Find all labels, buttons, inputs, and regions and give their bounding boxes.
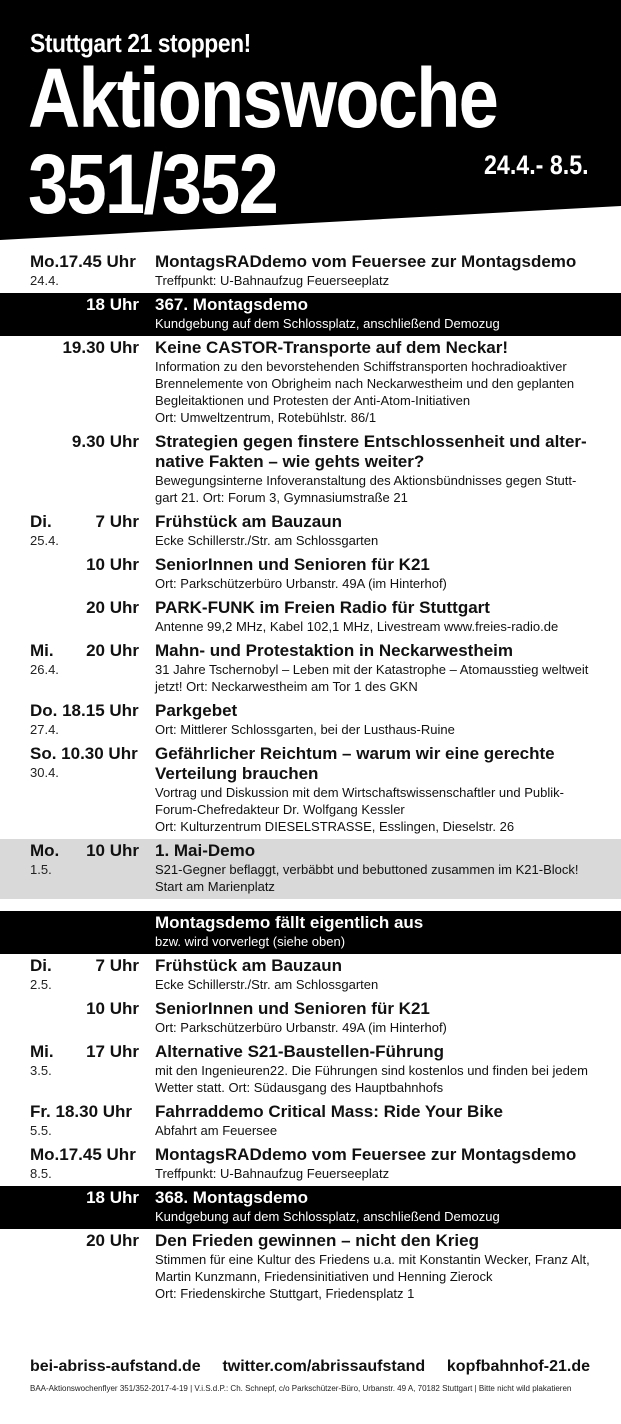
event-description-line: 31 Jahre Tschernobyl – Leben mit der Katastrophe – Atomausstieg weltweit <box>155 662 589 677</box>
event-description-line: mit den Ingenieuren22. Die Führungen sind kostenlos und finden bei jedem <box>155 1063 588 1078</box>
event-title: Gefährlicher Reichtum – warum wir eine gerechte <box>155 744 555 763</box>
event-description <box>155 532 605 549</box>
event-description-line: Ort: Friedenskirche Stuttgart, Friedensplatz 1 <box>155 1286 415 1301</box>
event-description-line: jetzt! Ort: Neckarwestheim am Tor 1 des GKN <box>155 679 418 694</box>
event-day: Mo.17.45 Uhr <box>30 1145 136 1164</box>
event-weekday-block <box>30 701 150 739</box>
footer-link-kopfbahnhof[interactable]: kopfbahnhof-21.de <box>446 1358 590 1375</box>
event-date: 1.5. <box>30 862 52 877</box>
event-description-line: Abfahrt am Feuersee <box>155 1123 278 1138</box>
event-description-line: bzw. wird vorverlegt (siehe oben) <box>155 934 346 949</box>
header-dates: 24.4.- 8.5. <box>484 150 589 180</box>
event-content <box>155 295 605 332</box>
event-time: 7 Uhr <box>95 512 139 531</box>
event-content <box>155 1231 605 1302</box>
event-title: 368. Montagsdemo <box>155 1188 309 1207</box>
event-description-line: Ort: Parkschützerbüro Urbanstr. 49A (im Hinterhof) <box>155 1020 447 1035</box>
event-date: 27.4. <box>30 722 59 737</box>
event-day: Do. 18.15 Uhr <box>30 701 139 720</box>
event-content <box>155 338 605 426</box>
event-title: MontagsRADdemo vom Feuersee zur Montagsdemo <box>155 252 577 271</box>
event-content <box>155 1042 605 1096</box>
event-description <box>155 1122 605 1139</box>
event-description <box>155 721 605 738</box>
event-description <box>155 472 605 506</box>
event-content <box>155 1102 605 1139</box>
event-description-line: Antenne 99,2 MHz, Kabel 102,1 MHz, Livestream www.freies-radio.de <box>155 619 559 634</box>
footer-links <box>30 1358 590 1376</box>
event-title: Keine CASTOR-Transporte auf dem Neckar! <box>155 338 508 357</box>
event-content <box>155 744 605 835</box>
event-date: 2.5. <box>30 977 52 992</box>
event-date: 5.5. <box>30 1123 52 1138</box>
event-description-line: Information zu den bevorstehenden Schiffstransporten hochradioaktiver <box>155 359 567 374</box>
event-description-line: Ort: Parkschützerbüro Urbanstr. 49A (im Hinterhof) <box>155 576 447 591</box>
header-number: 351/352 <box>28 137 278 231</box>
event-description-line: Ort: Umweltzentrum, Rotebühlstr. 86/1 <box>155 410 377 425</box>
event-title: 367. Montagsdemo <box>155 295 309 314</box>
event-content <box>155 913 605 950</box>
event-time: 20 Uhr <box>86 1231 139 1250</box>
event-row <box>0 336 621 430</box>
event-title: Den Frieden gewinnen – nicht den Krieg <box>155 1231 479 1250</box>
event-date: 25.4. <box>30 533 59 548</box>
event-row <box>0 596 621 639</box>
event-description-line: Start am Marienplatz <box>155 879 275 894</box>
event-row <box>0 839 621 899</box>
event-date: 30.4. <box>30 765 59 780</box>
event-row <box>0 954 621 997</box>
event-row <box>0 1229 621 1306</box>
event-description-line: S21-Gegner beflaggt, verbäbbt und bebuttoned zusammen im K21-Block! <box>155 862 579 877</box>
event-day: Mi. <box>30 641 54 660</box>
event-description-line: Ecke Schillerstr./Str. am Schlossgarten <box>155 533 379 548</box>
event-description-line: Treffpunkt: U-Bahnaufzug Feuerseeplatz <box>155 1166 390 1181</box>
header-banner <box>0 0 621 240</box>
event-content <box>155 598 605 635</box>
event-description <box>155 315 605 332</box>
event-description <box>155 976 605 993</box>
event-description-line: Wetter statt. Ort: Südausgang des Hauptbahnhofs <box>155 1080 444 1095</box>
event-description-line: gart 21. Ort: Forum 3, Gymnasiumstraße 21 <box>155 490 408 505</box>
event-row <box>0 510 621 553</box>
event-date: 8.5. <box>30 1166 52 1181</box>
event-description <box>155 1062 605 1096</box>
event-row <box>0 293 621 336</box>
event-description-line: Ort: Mittlerer Schlossgarten, bei der Lusthaus-Ruine <box>155 722 455 737</box>
footer-imprint: BAA-Aktionswochenflyer 351/352-2017-4-19 | V.i.S.d.P.: Ch. Schnepf, c/o Parkschützer-Büro, Urbanstr. 49 A, 70182 Stuttgart | Bitte nicht wild plakatieren <box>30 1384 572 1393</box>
event-row <box>0 250 621 293</box>
event-description <box>155 575 605 592</box>
event-title: Montagsdemo fällt eigentlich aus <box>155 913 424 932</box>
event-row <box>0 742 621 839</box>
event-row <box>0 1040 621 1100</box>
event-description <box>155 272 605 289</box>
event-content <box>155 641 605 695</box>
event-description-line: Vortrag und Diskussion mit dem Wirtschaftswissenschaftler und Publik- <box>155 785 564 800</box>
event-title: SeniorInnen und Senioren für K21 <box>155 555 430 574</box>
event-time: 18 Uhr <box>86 1188 139 1207</box>
event-row <box>0 997 621 1040</box>
event-title: Strategien gegen finstere Entschlossenheit und alter- <box>155 432 587 451</box>
event-description-line: Kundgebung auf dem Schlossplatz, anschließend Demozug <box>155 316 500 331</box>
event-content <box>155 999 605 1036</box>
event-time: 9.30 Uhr <box>71 432 139 451</box>
event-row <box>0 430 621 510</box>
event-time: 18 Uhr <box>86 295 139 314</box>
event-title: Verteilung brauchen <box>155 764 319 783</box>
event-description-line: Martin Kunzmann, Friedensinitiativen und Henning Zierock <box>155 1269 493 1284</box>
event-time: 10 Uhr <box>86 555 139 574</box>
event-description-line: Ecke Schillerstr./Str. am Schlossgarten <box>155 977 379 992</box>
event-program <box>0 250 621 1306</box>
event-row <box>0 553 621 596</box>
event-content <box>155 512 605 549</box>
footer-link-website[interactable]: bei-abriss-aufstand.de <box>30 1358 201 1375</box>
event-weekday-block <box>30 1102 150 1140</box>
event-weekday-block <box>30 1145 150 1183</box>
event-description-line: Forum-Chefredakteur Dr. Wolfgang Kessler <box>155 802 405 817</box>
event-title: Alternative S21-Baustellen-Führung <box>155 1042 445 1061</box>
event-date: 3.5. <box>30 1063 52 1078</box>
event-title: SeniorInnen und Senioren für K21 <box>155 999 430 1018</box>
header-subtitle: Stuttgart 21 stoppen! <box>30 28 251 58</box>
event-content <box>155 1188 605 1225</box>
event-description <box>155 358 605 426</box>
event-day: Fr. 18.30 Uhr <box>30 1102 133 1121</box>
event-weekday-block <box>30 252 150 290</box>
event-title: 1. Mai-Demo <box>155 841 256 860</box>
event-time: 19.30 Uhr <box>62 338 139 357</box>
event-description-line: Begleitaktionen und Protesten der Anti-Atom-Initiativen <box>155 393 471 408</box>
event-description-line: Brennelemente von Obrigheim nach Neckarwestheim und den geplanten <box>155 376 575 391</box>
event-description-line: Stimmen für eine Kultur des Friedens u.a. mit Konstantin Wecker, Franz Alt, <box>155 1252 590 1267</box>
event-time: 20 Uhr <box>86 641 139 660</box>
event-day: Di. <box>30 512 52 531</box>
event-row <box>0 1186 621 1229</box>
event-time: 10 Uhr <box>86 999 139 1018</box>
event-description-line: Kundgebung auf dem Schlossplatz, anschließend Demozug <box>155 1209 500 1224</box>
event-weekday-block <box>30 744 150 782</box>
event-title: Mahn- und Protestaktion in Neckarwestheim <box>155 641 514 660</box>
event-content <box>155 841 605 895</box>
event-description <box>155 1208 605 1225</box>
event-content <box>155 555 605 592</box>
event-description <box>155 933 605 950</box>
event-day: So. 10.30 Uhr <box>30 744 138 763</box>
event-title: native Fakten – wie gehts weiter? <box>155 452 425 471</box>
event-description <box>155 861 605 895</box>
event-day: Di. <box>30 956 52 975</box>
header-title: Aktionswoche <box>28 51 498 145</box>
event-content <box>155 1145 605 1182</box>
event-title: Fahrraddemo Critical Mass: Ride Your Bike <box>155 1102 503 1121</box>
event-description-line: Bewegungsinterne Infoveranstaltung des Aktionsbündnisses gegen Stutt- <box>155 473 577 488</box>
event-date: 24.4. <box>30 273 59 288</box>
event-description-line: Treffpunkt: U-Bahnaufzug Feuerseeplatz <box>155 273 390 288</box>
event-time: 17 Uhr <box>86 1042 139 1061</box>
event-content <box>155 956 605 993</box>
event-row <box>0 1143 621 1186</box>
event-description <box>155 618 605 635</box>
event-description <box>155 661 605 695</box>
event-row <box>0 911 621 954</box>
event-description-line: Ort: Kulturzentrum DIESELSTRASSE, Esslingen, Dieselstr. 26 <box>155 819 515 834</box>
event-description <box>155 784 605 835</box>
event-description <box>155 1165 605 1182</box>
event-title: MontagsRADdemo vom Feuersee zur Montagsdemo <box>155 1145 577 1164</box>
event-title: Frühstück am Bauzaun <box>155 512 343 531</box>
event-content <box>155 252 605 289</box>
event-row <box>0 699 621 742</box>
event-content <box>155 432 605 506</box>
event-description <box>155 1019 605 1036</box>
event-date: 26.4. <box>30 662 59 677</box>
event-row <box>0 639 621 699</box>
event-content <box>155 701 605 738</box>
event-day: Mo. <box>30 841 60 860</box>
event-time: 7 Uhr <box>95 956 139 975</box>
event-day: Mi. <box>30 1042 54 1061</box>
event-title: PARK-FUNK im Freien Radio für Stuttgart <box>155 598 490 617</box>
footer-link-twitter[interactable]: twitter.com/abrissaufstand <box>222 1358 426 1375</box>
event-title: Frühstück am Bauzaun <box>155 956 343 975</box>
event-day: Mo.17.45 Uhr <box>30 252 136 271</box>
event-time: 20 Uhr <box>86 598 139 617</box>
event-row <box>0 1100 621 1143</box>
event-description <box>155 1251 605 1302</box>
event-title: Parkgebet <box>155 701 238 720</box>
event-time: 10 Uhr <box>86 841 139 860</box>
